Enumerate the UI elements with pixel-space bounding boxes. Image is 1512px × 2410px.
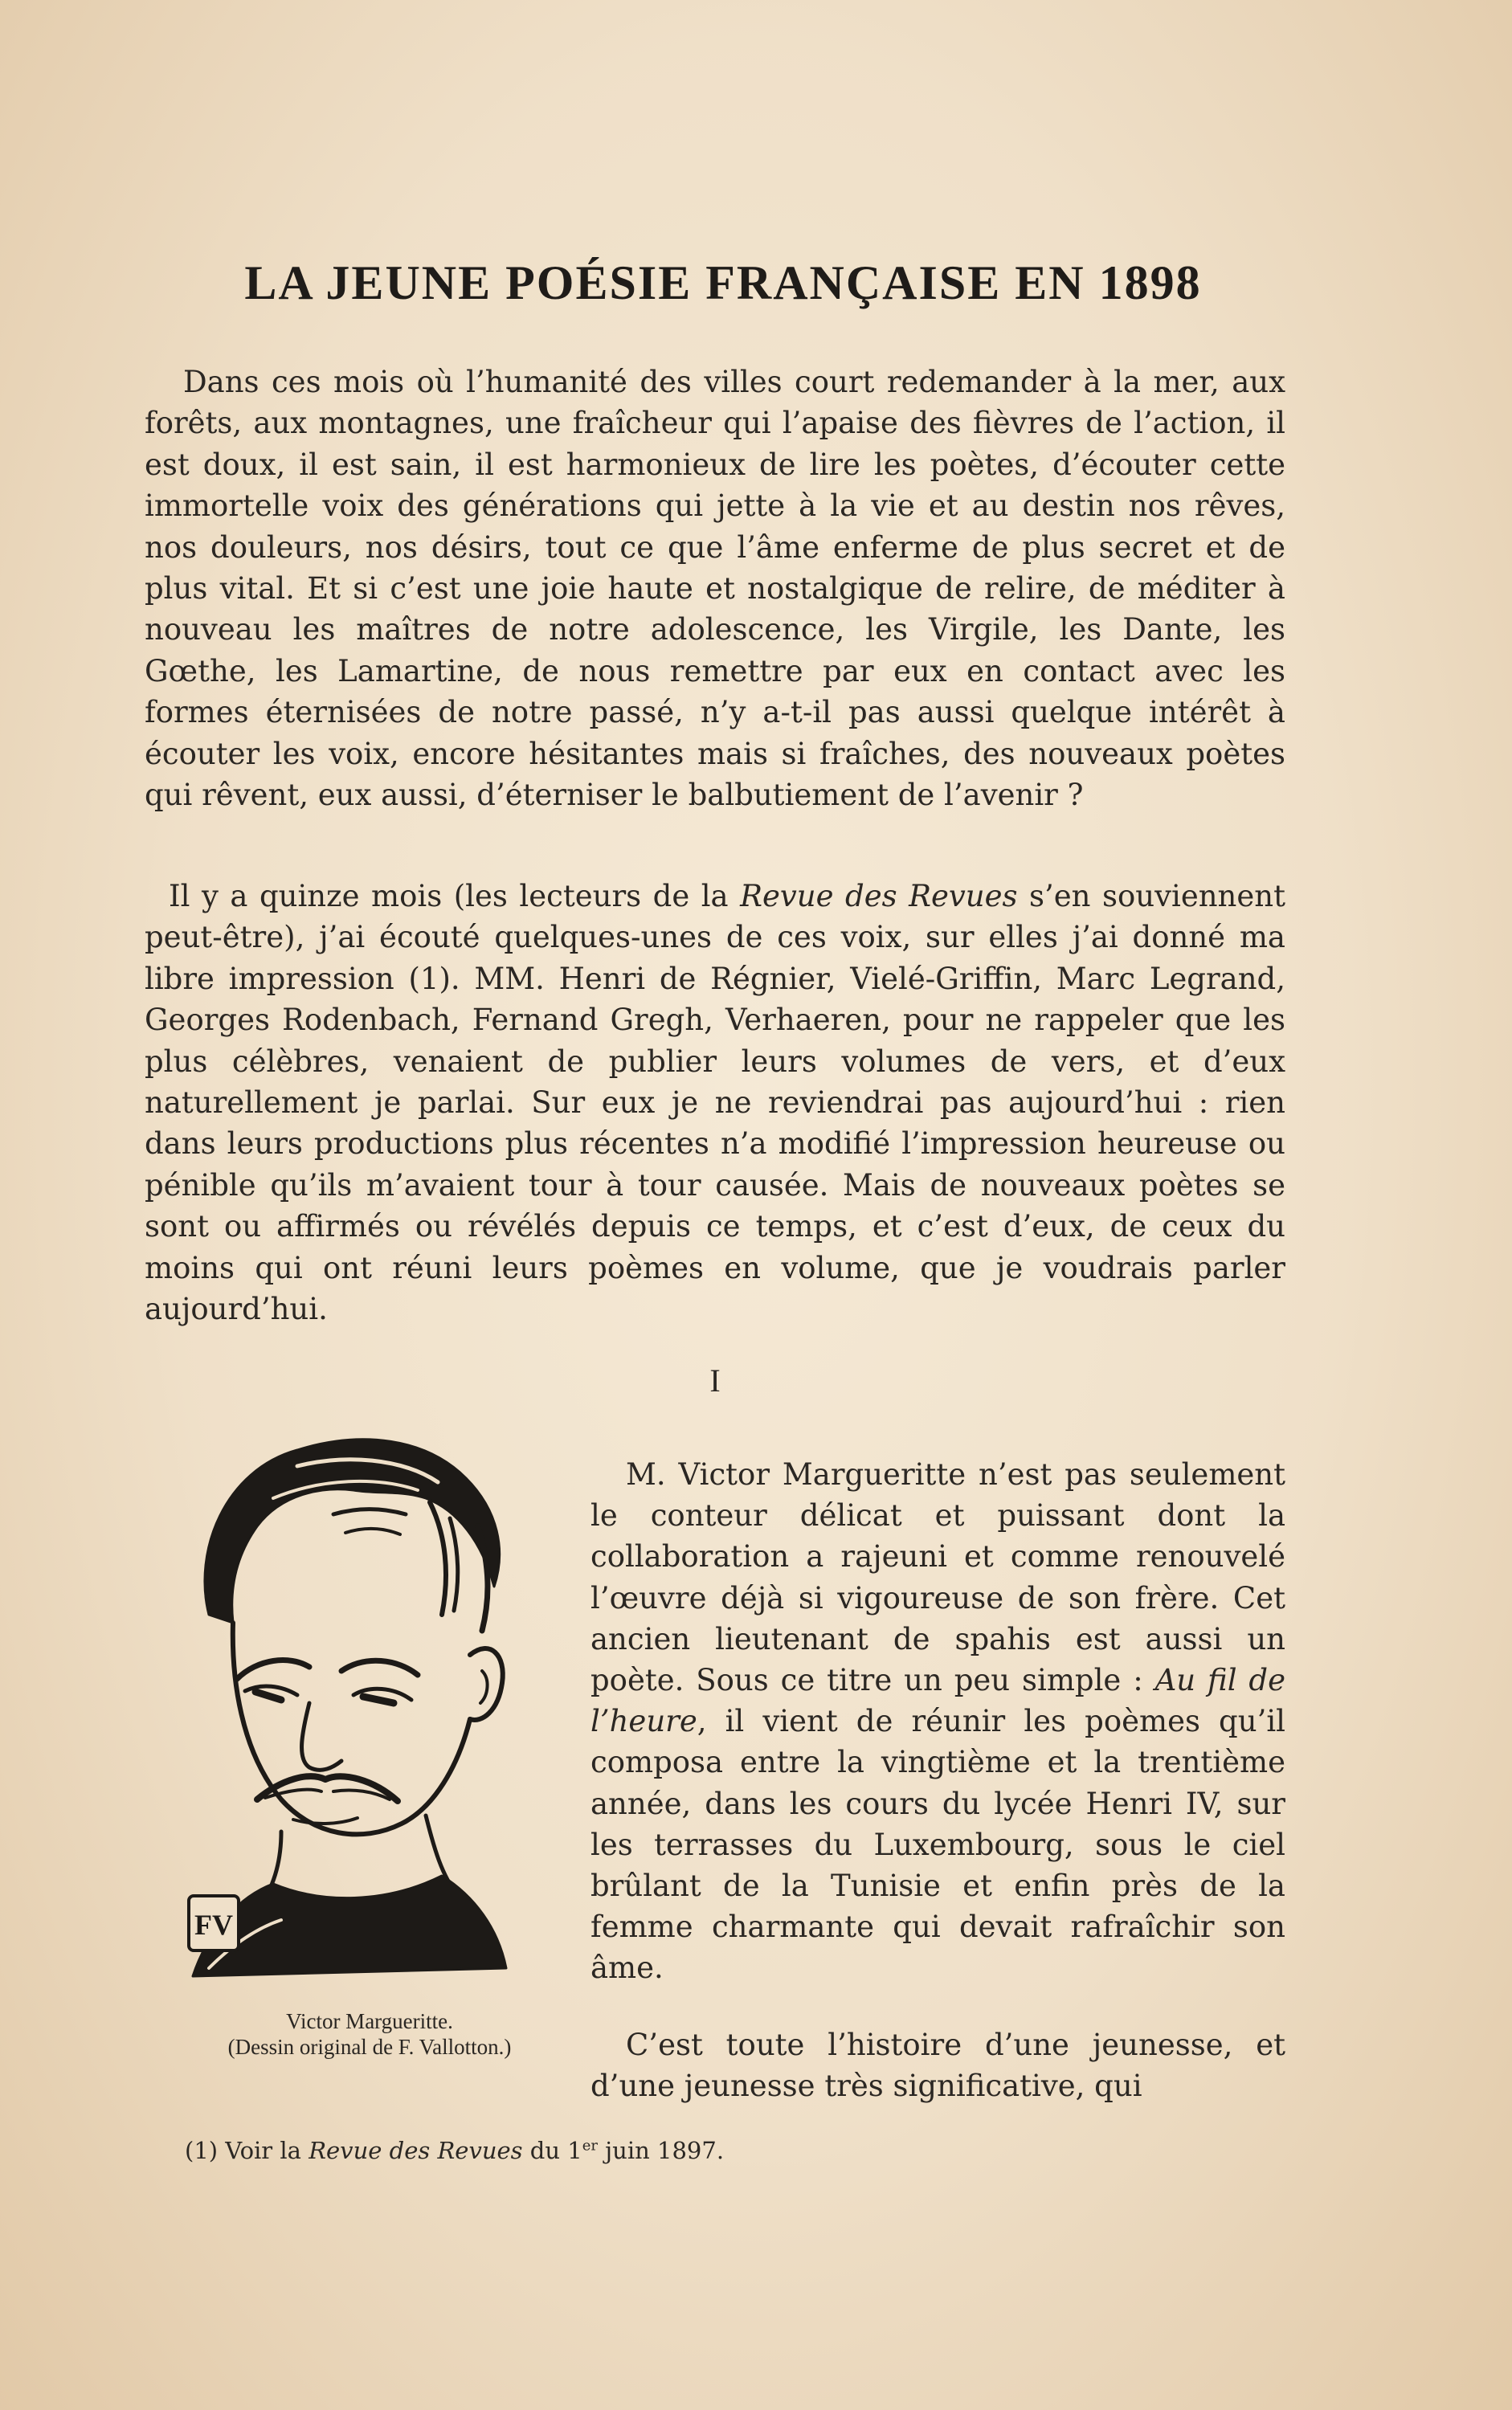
section-number: I: [709, 1362, 721, 1399]
footnote-suffix: juin 1897.: [597, 2137, 725, 2164]
caption-credit: (Dessin original de F. Vallotton.): [227, 2035, 512, 2059]
paragraph-margueritte-text-b: , il vient de réunir les poèmes qu’il composa entre la vingtième et la trentième année, dans les cours du lycée Henri IV, sur les terrasses du Luxembourg, sous le ciel brûlant de la Tunisie et enfin près de la femme charmante qui devait rafraîchir son âme.: [590, 1704, 1285, 1986]
book-title-italic: Au fil de l’heure: [590, 1663, 1286, 1739]
portrait-drawing: [189, 1440, 506, 1976]
paragraph-second: [145, 876, 1285, 1330]
portrait-caption: [161, 2008, 578, 2060]
paragraph-continuation: C’est toute l’histoire d’une jeunesse, et d’une jeunesse très significative, qui: [590, 2028, 1285, 2104]
footnote-middle: du 1: [522, 2137, 582, 2164]
paragraph-intro: Dans ces mois où l’humanité des villes court redemander à la mer, aux forêts, aux montagnes, une fraîcheur qui l’apaise des fièvres de l’action, il est doux, il est sain, il est harmonieux de lire les poètes, d’écouter cette immortelle voix des générations qui jette à la vie et au destin nos rêves, nos douleurs, nos désirs, tout ce que l’âme enferme de plus secret et de plus vital. Et si c’est une joie haute et nostalgique de relire, de méditer à nouveau les maîtres de notre adolescence, les Virgile, les Dante, les Gœthe, les Lamartine, de nous remettre par eux en contact avec les formes éternisées de notre passé, n’y a-t-il pas aussi quelque intérêt à écouter les voix, encore hésitantes mais si fraîches, des nouveaux poètes qui rêvent, eux aussi, d’éterniser le balbutiement de l’avenir ?: [145, 365, 1285, 813]
journal-title-italic: Revue des Revues: [740, 879, 1018, 913]
footnote-journal-italic: Revue des Revues: [309, 2137, 523, 2164]
paragraph-margueritte: [590, 1454, 1285, 1989]
paragraph-second-text-b: s’en souviennent peut-être), j’ai écouté quelques-unes de ces voix, sur elles j’ai donné ma libre impression (1). MM. Henri de Régnier, Vielé-Griffin, Marc Legrand, Georges Rodenbach, Fernand Gregh, Verhaeren, pour ne rappeler que les plus célèbres, venaient de publier leurs volumes de vers, et d’eux naturellement je parlai. Sur eux je ne reviendrai pas aujourd’hui : rien dans leurs productions plus récentes n’a modifié l’impression heureuse ou pénible qu’ils m’avaient tour à tour causée. Mais de nouveaux poètes se sont ou affirmés ou révélés depuis ce temps, et c’est d’eux, de ceux du moins qui ont réuni leurs poèmes en volume, que je voudrais parler aujourd’hui.: [145, 879, 1285, 1327]
footnote: [185, 2137, 1229, 2164]
article-title: LA JEUNE POÉSIE FRANÇAISE EN 1898: [244, 256, 1202, 309]
caption-name: Victor Margueritte.: [286, 2009, 453, 2033]
footnote-prefix: (1) Voir la: [185, 2137, 309, 2164]
portrait-illustration: [161, 1414, 538, 1992]
paragraph-margueritte-text-a: M. Victor Margueritte n’est pas seulement le conteur délicat et puissant dont la collaboration a rajeuni et comme renouvelé l’œuvre déjà si vigoureuse de son frère. Cet ancien lieutenant de spahis est aussi un poète. Sous ce titre un peu simple :: [590, 1457, 1285, 1698]
portrait-monogram: FV: [194, 1909, 233, 1941]
paragraph-second-text-a: Il y a quinze mois (les lecteurs de la: [169, 879, 741, 913]
footnote-superscript: er: [582, 2137, 598, 2155]
